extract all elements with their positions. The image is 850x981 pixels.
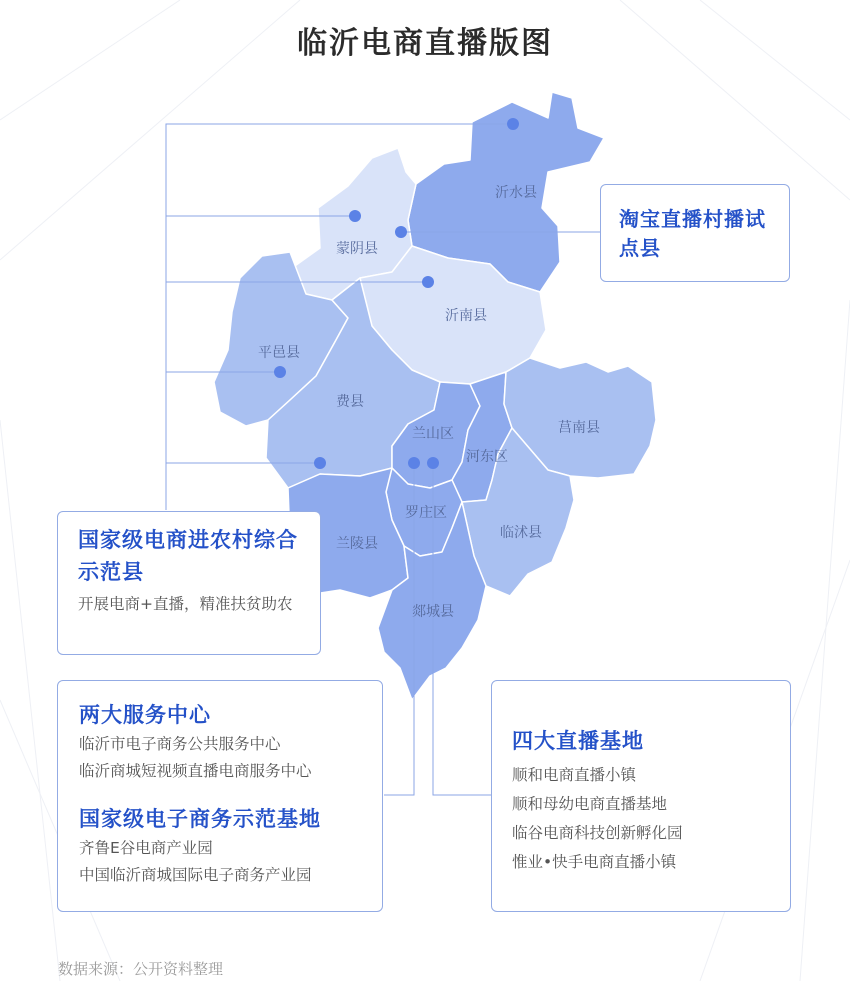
national-county-title: 国家级电商进农村综合示范县 — [78, 528, 298, 584]
marker-lanshan-2 — [427, 457, 439, 469]
label-mengyin: 蒙阴县 — [336, 241, 378, 257]
label-linshu: 临沭县 — [500, 525, 542, 541]
live-base-item-2: 顺和母幼电商直播基地 — [512, 795, 668, 813]
label-yinan: 沂南县 — [445, 308, 487, 324]
marker-mengyin-taobao — [395, 226, 407, 238]
label-tancheng: 郯城县 — [412, 604, 454, 620]
label-hedong: 河东区 — [466, 449, 508, 465]
marker-yishui — [507, 118, 519, 130]
national-county-box — [57, 511, 321, 655]
taobao-village-box — [600, 184, 790, 282]
live-base-item-1: 顺和电商直播小镇 — [512, 766, 637, 784]
marker-feixian — [314, 457, 326, 469]
marker-mengyin — [349, 210, 361, 222]
label-junan: 莒南县 — [558, 420, 600, 436]
label-lanling: 兰陵县 — [336, 536, 378, 552]
demo-base-item-1: 齐鲁E谷电商产业园 — [79, 839, 213, 857]
data-source: 数据来源：公开资料整理 — [58, 960, 224, 978]
service-center-box — [57, 680, 383, 912]
page-title: 临沂电商直播版图 — [297, 26, 553, 61]
label-pingyi: 平邑县 — [258, 345, 300, 361]
label-feixian: 费县 — [336, 394, 364, 410]
label-luozhuang: 罗庄区 — [405, 505, 447, 521]
national-county-desc: 开展电商+直播，精准扶贫助农 — [78, 595, 293, 613]
marker-pingyi — [274, 366, 286, 378]
demo-base-item-2: 中国临沂商城国际电子商务产业园 — [79, 866, 312, 884]
demo-base-title: 国家级电子商务示范基地 — [79, 807, 321, 831]
service-item-2: 临沂商城短视频直播电商服务中心 — [79, 762, 312, 780]
live-base-title: 四大直播基地 — [512, 729, 644, 753]
live-base-box — [491, 680, 791, 912]
live-base-item-4: 惟业•快手电商直播小镇 — [512, 853, 677, 871]
marker-lanshan-1 — [408, 457, 420, 469]
marker-yinan — [422, 276, 434, 288]
service-item-1: 临沂市电子商务公共服务中心 — [79, 735, 281, 753]
taobao-title: 淘宝直播村播试点县 — [619, 207, 766, 260]
label-lanshan: 兰山区 — [412, 426, 454, 442]
label-yishui: 沂水县 — [495, 185, 537, 201]
live-base-item-3: 临谷电商科技创新孵化园 — [512, 824, 683, 842]
service-title: 两大服务中心 — [79, 703, 211, 727]
